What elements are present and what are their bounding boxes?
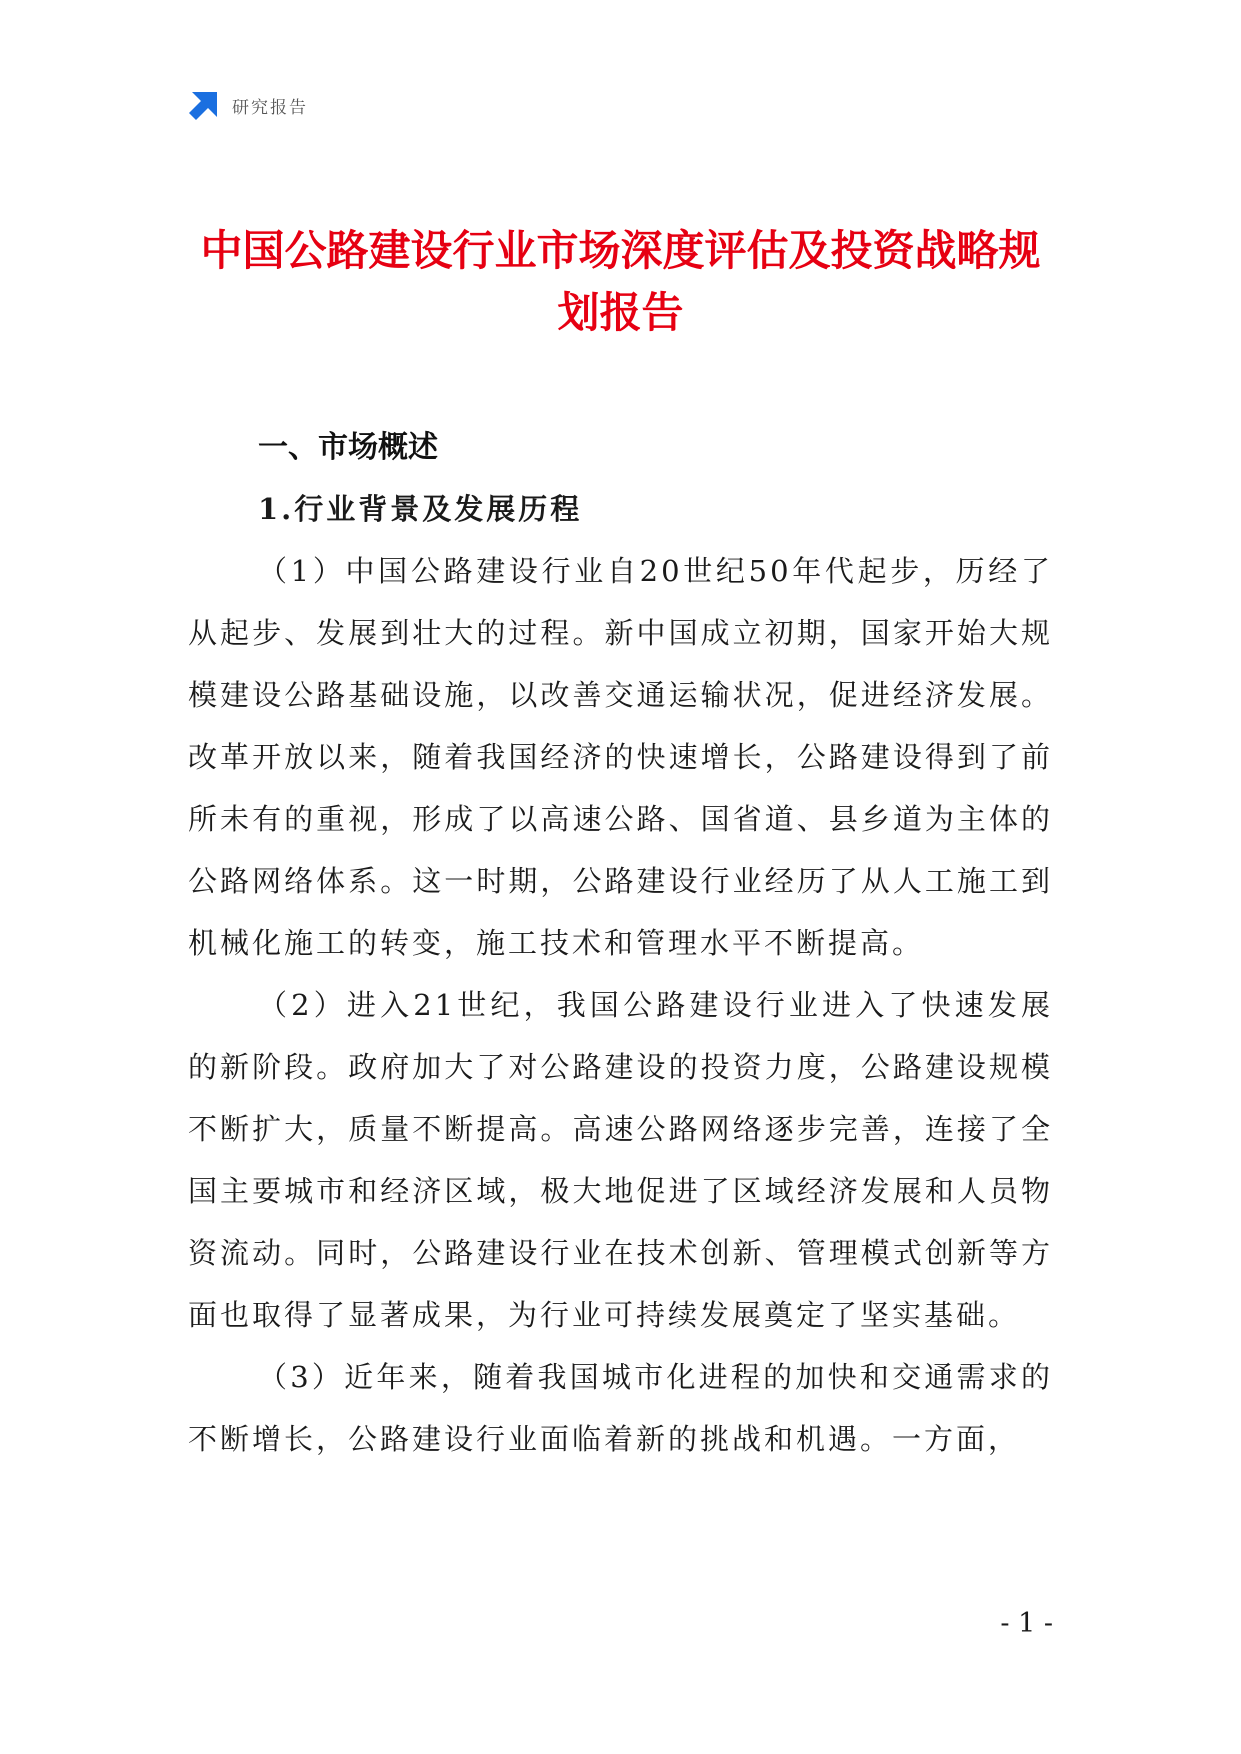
- paragraph-1: （1）中国公路建设行业自20世纪50年代起步，历经了从起步、发展到壮大的过程。新中国成立初期，国家开始大规模建设公路基础设施，以改善交通运输状况，促进经济发展。改革开放以来，随着我国经济的快速增长，公路建设得到了前所未有的重视，形成了以高速公路、国省道、县乡道为主体的公路网络体系。这一时期，公路建设行业经历了从人工施工到机械化施工的转变，施工技术和管理水平不断提高。: [188, 554, 1053, 960]
- page-number: - 1 -: [1000, 1608, 1053, 1639]
- document-title: 中国公路建设行业市场深度评估及投资战略规划报告: [200, 226, 1041, 337]
- paragraph-3: （3）近年来，随着我国城市化进程的加快和交通需求的不断增长，公路建设行业面临着新的挑战和机遇。一方面，: [188, 1360, 1053, 1456]
- header-label: 研究报告: [232, 97, 308, 118]
- diagonal-arrow-logo-icon: [188, 89, 220, 121]
- paragraph-2: （2）进入21世纪，我国公路建设行业进入了快速发展的新阶段。政府加大了对公路建设的投资力度，公路建设规模不断扩大，质量不断提高。高速公路网络逐步完善，连接了全国主要城市和经济区域，极大地促进了区域经济发展和人员物资流动。同时，公路建设行业在技术创新、管理模式创新等方面也取得了显著成果，为行业可持续发展奠定了坚实基础。: [188, 988, 1053, 1332]
- sub-heading: 1.行业背景及发展历程: [258, 492, 583, 526]
- section-heading: 一、市场概述: [258, 430, 438, 465]
- document-body: [188, 418, 1053, 1470]
- report-header: [188, 88, 308, 122]
